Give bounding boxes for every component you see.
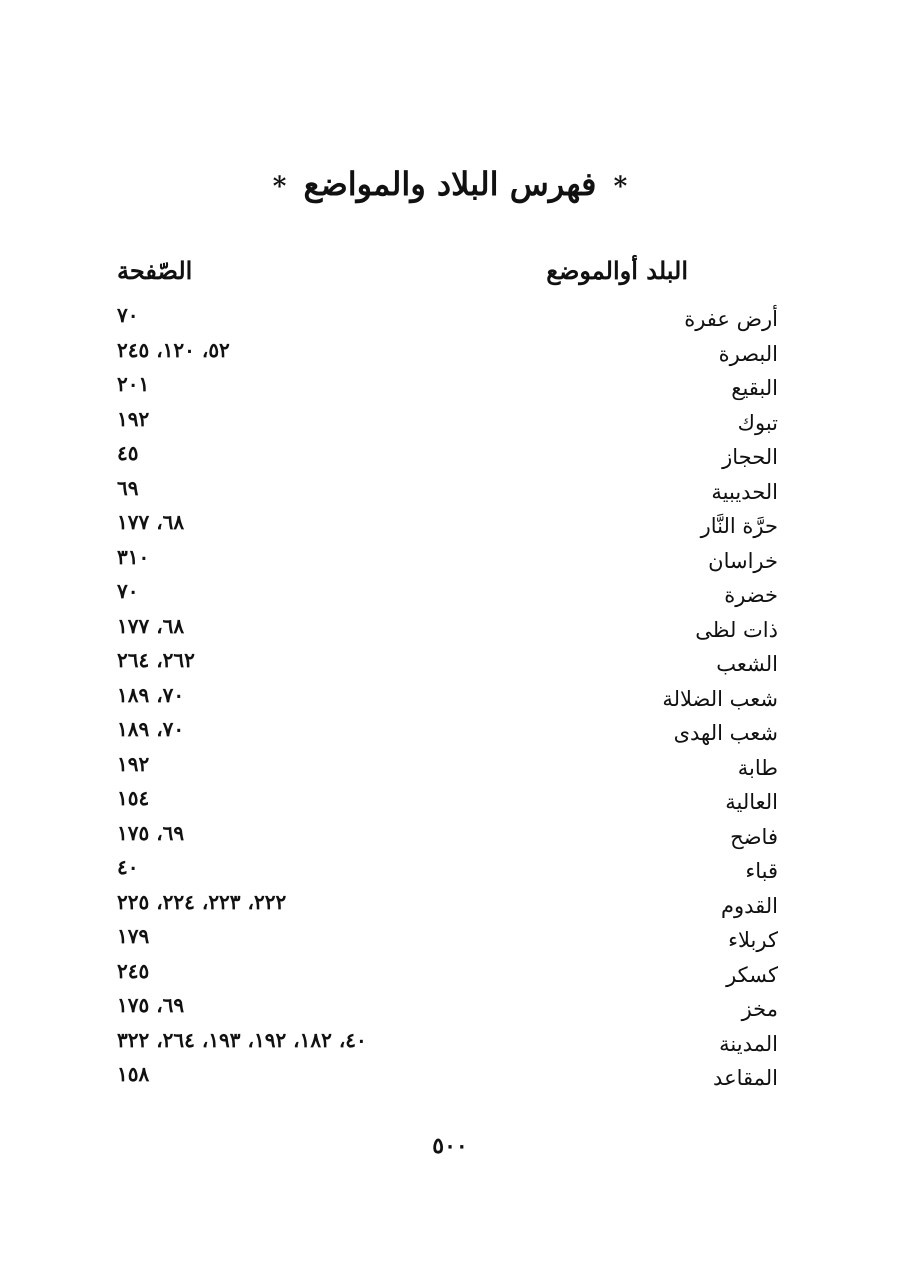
index-row <box>0 372 900 407</box>
title-star-right: * <box>613 172 628 202</box>
page-refs: ٧٠ <box>117 303 139 327</box>
index-row <box>0 752 900 787</box>
index-row <box>0 545 900 580</box>
page-refs: ٢٤٥ <box>117 958 150 983</box>
index-row <box>0 993 900 1028</box>
page-refs: ٧٠ <box>117 579 139 603</box>
index-row <box>0 338 900 373</box>
page-refs: ٦٩، ١٧٥ <box>117 993 185 1017</box>
place-name: العالية <box>725 790 778 814</box>
place-name: ذات لظى <box>695 617 778 642</box>
page-refs: ٤٥ <box>117 441 139 465</box>
place-name: أرض عفرة <box>684 307 778 331</box>
index-row <box>0 890 900 925</box>
page-refs: ٦٨، ١٧٧ <box>117 510 185 534</box>
place-name: حرَّة النَّار <box>700 514 778 538</box>
index-list <box>0 303 900 1097</box>
page-refs: ٤٠ <box>117 855 139 879</box>
page-refs: ١٩٢ <box>117 406 150 431</box>
index-row <box>0 683 900 718</box>
index-row <box>0 959 900 994</box>
index-row <box>0 924 900 959</box>
page-refs: ٥٢، ١٢٠، ٢٤٥ <box>117 337 230 362</box>
index-row <box>0 1062 900 1097</box>
index-row <box>0 786 900 821</box>
place-name: المدينة <box>719 1031 778 1056</box>
place-name: الشعب <box>716 652 778 676</box>
page-refs: ٤٠، ١٨٢، ١٩٢، ١٩٣، ٢٦٤، ٣٢٢ <box>117 1027 367 1052</box>
place-name: شعب الضلالة <box>662 686 778 711</box>
page-refs: ٢٢٢، ٢٢٣، ٢٢٤، ٢٢٥ <box>117 889 287 914</box>
place-name: خراسان <box>708 548 778 573</box>
index-row <box>0 855 900 890</box>
index-row <box>0 303 900 338</box>
page-refs: ١٥٨ <box>117 1062 150 1086</box>
page-refs: ٣١٠ <box>117 544 150 569</box>
place-name: تبوك <box>737 410 778 435</box>
title-text: فهرس البلاد والمواضع <box>303 165 597 203</box>
index-row <box>0 579 900 614</box>
place-name: خضرة <box>724 583 778 607</box>
place-name: القدوم <box>720 893 778 918</box>
page-refs: ٧٠، ١٨٩ <box>117 717 185 741</box>
page-refs: ٢٦٢، ٢٦٤ <box>117 648 195 672</box>
page-refs: ٦٩، ١٧٥ <box>117 820 185 845</box>
page-refs: ١٧٩ <box>117 924 150 948</box>
title-star-left: * <box>272 172 287 202</box>
index-row <box>0 614 900 649</box>
page-refs: ٧٠، ١٨٩ <box>117 682 185 707</box>
index-row <box>0 717 900 752</box>
page-refs: ٦٨، ١٧٧ <box>117 613 185 638</box>
index-title <box>0 160 900 211</box>
place-name: الحديبية <box>711 479 778 504</box>
place-name: البقيع <box>731 376 778 400</box>
index-row <box>0 510 900 545</box>
place-name: كسكر <box>726 962 778 987</box>
page-number: ٥٠٠ <box>432 1133 468 1159</box>
index-row <box>0 476 900 511</box>
index-row <box>0 407 900 442</box>
table-header <box>0 256 900 296</box>
index-row <box>0 821 900 856</box>
place-name: فاضح <box>730 824 778 849</box>
page-refs: ١٥٤ <box>117 786 150 810</box>
page-refs: ٦٩ <box>117 475 139 500</box>
index-row <box>0 441 900 476</box>
page-refs: ٢٠١ <box>117 372 150 396</box>
place-name: قباء <box>745 859 778 883</box>
page-refs: ١٩٢ <box>117 751 150 776</box>
place-name: البصرة <box>718 341 778 366</box>
place-name: الحجاز <box>722 445 778 469</box>
place-name: كربلاء <box>728 928 778 952</box>
index-row <box>0 1028 900 1063</box>
place-name: طابة <box>737 755 778 780</box>
place-name: المقاعد <box>713 1066 778 1090</box>
place-name: مخز <box>741 997 778 1021</box>
index-row <box>0 648 900 683</box>
header-place: البلد أوالموضع <box>546 256 688 285</box>
place-name: شعب الهدى <box>673 721 778 745</box>
header-page: الصّفحة <box>117 256 193 285</box>
